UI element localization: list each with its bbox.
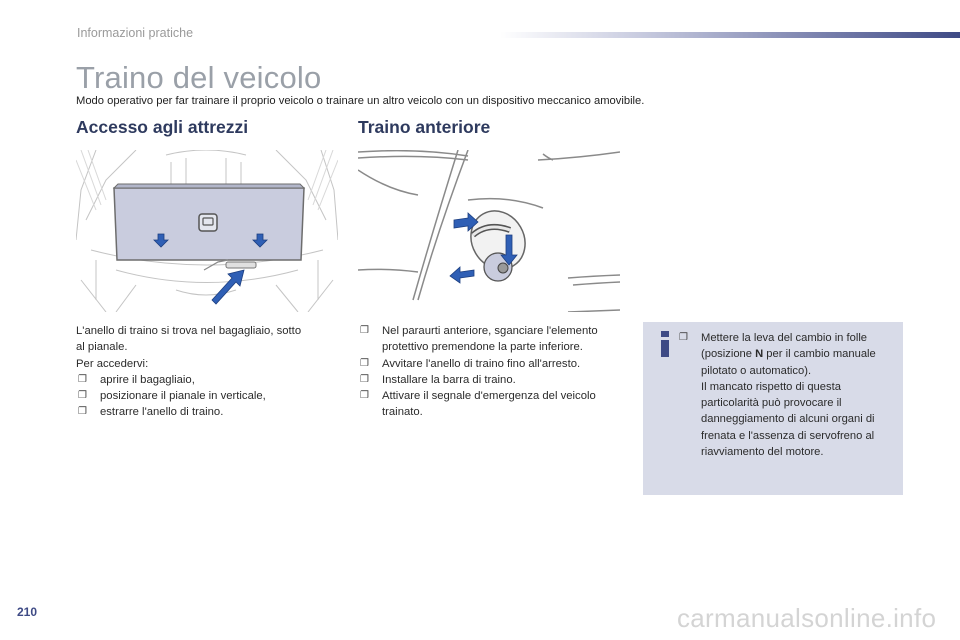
list-item: ❐ Attivare il segnale d'emergenza del veicolo trainato. <box>360 390 596 419</box>
checkbox-bullet-icon: ❐ <box>360 373 369 385</box>
checkbox-bullet-icon: ❐ <box>360 325 369 336</box>
list-item: ❐ Nel paraurti anteriore, sganciare l'elemento protettivo premendone la parte inferiore. <box>360 325 598 354</box>
list-item: ❐ aprire il bagagliaio, <box>76 372 346 388</box>
tool-access-text <box>76 323 346 421</box>
list-item: ❐ Installare la barra di traino. <box>358 372 628 388</box>
trunk-illustration <box>76 150 338 312</box>
front-towing-text <box>358 323 628 421</box>
watermark: carmanualsonline.info <box>677 603 937 633</box>
page-title: Traino del veicolo <box>76 60 322 95</box>
front-bumper-illustration <box>358 150 620 312</box>
list-item: ❐ posizionare il pianale in verticale, <box>76 388 346 404</box>
header-gradient-bar <box>500 32 960 38</box>
info-box <box>643 322 903 495</box>
page-subtitle: Modo operativo per far trainare il proprio veicolo o trainare un altro veicolo con un dispositivo meccanico amovibile. <box>76 95 645 107</box>
section-heading-front-towing: Traino anteriore <box>358 117 491 137</box>
page-number: 210 <box>17 605 38 619</box>
checkbox-bullet-icon: ❐ <box>78 373 87 385</box>
gear-position-n: N <box>755 348 764 361</box>
checkbox-bullet-icon: ❐ <box>78 406 87 418</box>
running-header: Informazioni pratiche <box>77 26 194 40</box>
front-towing-steps <box>358 323 628 421</box>
tool-access-steps <box>76 372 346 421</box>
tool-access-intro-line-3: Per accedervi: <box>76 357 149 370</box>
section-heading-tool-access: Accesso agli attrezzi <box>76 117 249 137</box>
list-item: ❐ estrarre l'anello di traino. <box>76 404 346 420</box>
tool-access-intro-line-1: L'anello di traino si trova nel bagagliaio, sotto <box>76 325 302 337</box>
checkbox-bullet-icon: ❐ <box>679 332 688 343</box>
tool-access-intro-line-2: al pianale. <box>76 341 128 354</box>
checkbox-bullet-icon: ❐ <box>78 390 87 402</box>
info-box-warning: Il mancato rispetto di questa particolarità può provocare il danneggiamento di alcuni organi di frenata e l'assenza di servofreno al riavviamento del motore. <box>701 380 875 459</box>
list-item: ❐ Avvitare l'anello di traino fino all'arresto. <box>358 356 628 372</box>
info-icon <box>654 331 676 357</box>
info-box-text <box>677 330 899 460</box>
checkbox-bullet-icon: ❐ <box>360 357 369 369</box>
list-item: ❐ Mettere la leva del cambio in folle (posizione N per il cambio manuale pilotato o automatico). Il mancato rispetto di questa particolarità può provocare il danneggiamento di alcuni organi di frenata e l'assenza di servofreno al riavviamento del motore. <box>679 332 876 459</box>
checkbox-bullet-icon: ❐ <box>360 390 369 402</box>
